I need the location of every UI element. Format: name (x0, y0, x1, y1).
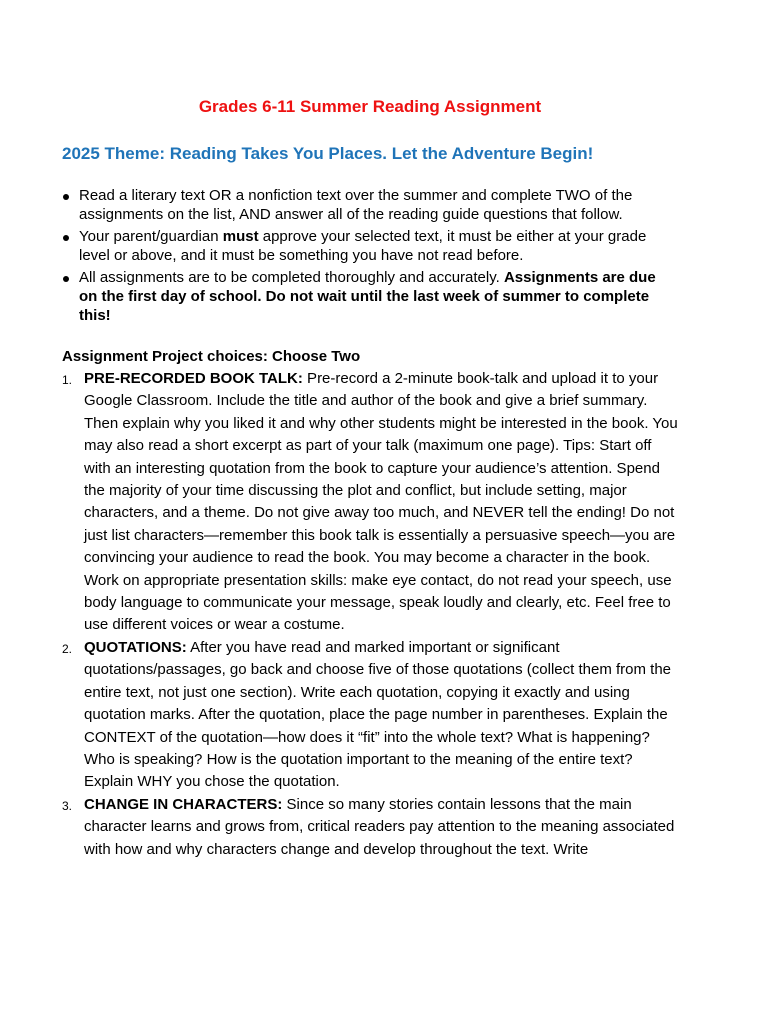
project-number: 2. (62, 641, 73, 656)
instruction-text-pre: Your parent/guardian (79, 228, 223, 245)
project-label: CHANGE IN CHARACTERS: (84, 795, 283, 813)
bullet-icon (63, 276, 69, 282)
project-item (62, 794, 678, 861)
instruction-text: Read a literary text OR a nonfiction text over the summer and complete TWO of the assignments on the list, AND answer all of the reading guide questions that follow. (79, 187, 633, 223)
project-list (62, 368, 678, 861)
instruction-text-post: approve your selected text, it must be either at your grade level or above, and it must be something you have not read before. (79, 228, 647, 264)
project-text: Since so many stories contain lessons that the main character learns and grows from, critical readers pay attention to the meaning associated with how and why characters change and develop throughout the text. Write (84, 795, 675, 858)
instruction-text-pre: All assignments are to be completed thoroughly and accurately. (79, 269, 504, 286)
bullet-icon (63, 235, 69, 241)
project-text: Pre-record a 2-minute book-talk and upload it to your Google Classroom. Include the title and author of the book and give a brief summary. Then explain why you liked it and why other students might be interested in the book. You may also read a short excerpt as part of your talk (maximum one page). Tips: Start off with an interesting quotation from the book to capture your audience’s attention. Spend the majority of your time discussing the plot and conflict, but include setting, major characters, and a theme. Do not give away too much, and NEVER tell the ending! Do not just list characters—remember this book talk is essentially a persuasive speech—you are convincing your audience to read the book. You may become a character in the book. Work on appropriate presentation skills: make eye contact, do not read your speech, use body language to communicate your message, speak loudly and clearly, etc. Feel free to use different voices or wear a costume. (84, 370, 678, 634)
instruction-emphasis: must (222, 228, 259, 245)
project-label: PRE-RECORDED BOOK TALK: (84, 370, 303, 387)
project-item (62, 637, 678, 794)
bullet-icon (63, 194, 69, 200)
instruction-emphasis: Assignments are due on the first day of school. Do not wait until the last week of summer to complete this! (79, 269, 656, 324)
choices-heading: Assignment Project choices: Choose Two (62, 348, 361, 365)
document-title: Grades 6-11 Summer Reading Assignment (198, 97, 542, 116)
project-number: 3. (62, 798, 73, 813)
instructions-list (62, 186, 678, 328)
project-text: After you have read and marked important or significant quotations/passages, go back and choose five of those quotations (collect them from the entire text, not just one section). Write each quotation, copying it exactly and using quotation marks. After the quotation, place the page number in parentheses. Explain the CONTEXT of the quotation—how does it “fit” into the whole text? What is happening? Who is speaking? How is the quotation important to the meaning of the entire text? Explain WHY you chose the quotation. (84, 638, 672, 791)
theme-heading: 2025 Theme: Reading Takes You Places. Let the Adventure Begin! (62, 144, 594, 163)
instruction-item (62, 227, 678, 265)
project-number: 1. (62, 373, 73, 387)
instruction-item (62, 186, 678, 224)
instruction-item (62, 268, 678, 325)
project-label: QUOTATIONS: (84, 638, 187, 656)
project-item (62, 368, 678, 637)
